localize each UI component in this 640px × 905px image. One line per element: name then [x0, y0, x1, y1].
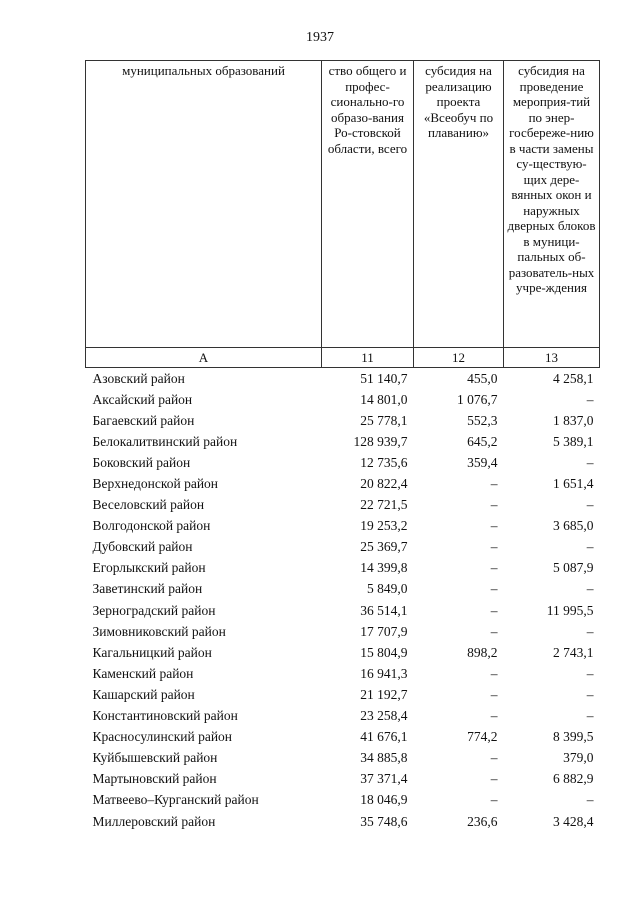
- page-number: 1937: [306, 30, 334, 45]
- district-name: Веселовский район: [92, 497, 205, 513]
- district-name: Волгодонской район: [92, 518, 211, 534]
- value-col-12: –: [490, 750, 498, 766]
- value-col-11: 17 707,9: [360, 623, 408, 639]
- district-name: Зимовниковский район: [92, 623, 226, 639]
- table-body: [86, 368, 600, 833]
- header-municipality: муниципальных образований: [86, 61, 322, 348]
- header-col-11: ство общего и профес-сионально-го образо-вания Ро-стовской области, всего: [322, 61, 414, 348]
- value-col-13: 8 399,5: [553, 729, 594, 745]
- table-row: [86, 473, 600, 494]
- value-col-11: 23 258,4: [360, 708, 408, 724]
- value-col-13: 3 428,4: [553, 813, 594, 829]
- value-col-13: –: [586, 623, 594, 639]
- value-col-13: –: [586, 454, 594, 470]
- index-11: 11: [322, 348, 414, 368]
- value-col-11: 25 369,7: [360, 539, 408, 555]
- value-col-11: 21 192,7: [360, 686, 408, 702]
- value-col-11: 19 253,2: [360, 518, 408, 534]
- value-col-11: 41 676,1: [360, 729, 408, 745]
- subsidy-table: [85, 60, 600, 832]
- table-row: [86, 558, 600, 579]
- column-index-row: [86, 348, 600, 368]
- table-header-row: [86, 61, 600, 348]
- value-col-13: –: [586, 497, 594, 513]
- value-col-13: 1 651,4: [553, 476, 594, 492]
- value-col-13: 379,0: [563, 750, 594, 766]
- value-col-11: 12 735,6: [360, 454, 408, 470]
- value-col-12: 455,0: [467, 370, 498, 386]
- district-name: Матвеево–Курганский район: [92, 792, 259, 808]
- value-col-12: –: [490, 771, 498, 787]
- value-col-13: 6 882,9: [553, 771, 594, 787]
- value-col-12: –: [490, 708, 498, 724]
- value-col-12: –: [490, 560, 498, 576]
- table-row: [86, 642, 600, 663]
- value-col-11: 18 046,9: [360, 792, 408, 808]
- value-col-13: –: [586, 539, 594, 555]
- value-col-13: –: [586, 708, 594, 724]
- district-name: Кагальницкий район: [92, 644, 212, 660]
- value-col-11: 5 849,0: [367, 581, 408, 597]
- district-name: Боковский район: [92, 454, 191, 470]
- district-name: Аксайский район: [92, 391, 193, 407]
- value-col-12: 552,3: [467, 412, 498, 428]
- district-name: Белокалитвинский район: [92, 433, 238, 449]
- table-row: [86, 706, 600, 727]
- table-row: [86, 579, 600, 600]
- value-col-13: 4 258,1: [553, 370, 594, 386]
- table-row: [86, 748, 600, 769]
- header-col-13: субсидия на проведение мероприя-тий по энер-госбереже-нию в части замены су-ществую-щих дере-вянных окон и наружных дверных блоков в муници-пальных об-разователь-ных учре-ждения: [504, 61, 600, 348]
- table-row: [86, 727, 600, 748]
- value-col-13: –: [586, 665, 594, 681]
- value-col-13: –: [586, 792, 594, 808]
- index-a: А: [86, 348, 322, 368]
- district-name: Каменский район: [92, 665, 194, 681]
- value-col-11: 51 140,7: [360, 370, 408, 386]
- value-col-11: 25 778,1: [360, 412, 408, 428]
- table-row: [86, 495, 600, 516]
- table-row: [86, 600, 600, 621]
- value-col-12: 898,2: [467, 644, 498, 660]
- value-col-11: 34 885,8: [360, 750, 408, 766]
- table-row: [86, 389, 600, 410]
- value-col-13: 3 685,0: [553, 518, 594, 534]
- value-col-11: 14 801,0: [360, 391, 408, 407]
- district-name: Кашарский район: [92, 686, 195, 702]
- table-row: [86, 516, 600, 537]
- table-row: [86, 663, 600, 684]
- value-col-11: 16 941,3: [360, 665, 408, 681]
- value-col-13: 5 389,1: [553, 433, 594, 449]
- header-col-12: субсидия на реализацию проекта «Всеобуч по плаванию»: [414, 61, 504, 348]
- value-col-12: –: [490, 602, 498, 618]
- value-col-12: 359,4: [467, 454, 498, 470]
- district-name: Егорлыкский район: [92, 560, 206, 576]
- value-col-12: –: [490, 581, 498, 597]
- district-name: Куйбышевский район: [92, 750, 218, 766]
- table-row: [86, 431, 600, 452]
- table-row: [86, 368, 600, 390]
- value-col-12: 774,2: [467, 729, 498, 745]
- value-col-12: –: [490, 497, 498, 513]
- table-row: [86, 790, 600, 811]
- district-name: Багаевский район: [92, 412, 195, 428]
- table-row: [86, 537, 600, 558]
- district-name: Мартыновский район: [92, 771, 217, 787]
- value-col-12: –: [490, 476, 498, 492]
- value-col-13: 5 087,9: [553, 560, 594, 576]
- value-col-12: 1 076,7: [457, 391, 498, 407]
- district-name: Азовский район: [92, 370, 185, 386]
- value-col-13: 11 995,5: [546, 602, 594, 618]
- district-name: Миллеровский район: [92, 813, 216, 829]
- district-name: Константиновский район: [92, 708, 238, 724]
- value-col-12: –: [490, 518, 498, 534]
- index-13: 13: [504, 348, 600, 368]
- table-row: [86, 684, 600, 705]
- value-col-11: 128 939,7: [353, 433, 408, 449]
- value-col-11: 37 371,4: [360, 771, 408, 787]
- table-row: [86, 811, 600, 832]
- value-col-13: –: [586, 581, 594, 597]
- value-col-12: –: [490, 623, 498, 639]
- value-col-11: 15 804,9: [360, 644, 408, 660]
- district-name: Заветинский район: [92, 581, 203, 597]
- table-row: [86, 452, 600, 473]
- index-12: 12: [414, 348, 504, 368]
- value-col-13: 2 743,1: [553, 644, 594, 660]
- value-col-12: 645,2: [467, 433, 498, 449]
- value-col-12: –: [490, 792, 498, 808]
- value-col-11: 20 822,4: [360, 476, 408, 492]
- value-col-12: –: [490, 665, 498, 681]
- value-col-12: 236,6: [467, 813, 498, 829]
- value-col-12: –: [490, 539, 498, 555]
- value-col-11: 14 399,8: [360, 560, 408, 576]
- value-col-11: 35 748,6: [360, 813, 408, 829]
- value-col-12: –: [490, 686, 498, 702]
- table-row: [86, 769, 600, 790]
- table-row: [86, 410, 600, 431]
- value-col-13: 1 837,0: [553, 412, 594, 428]
- district-name: Красносулинский район: [92, 729, 233, 745]
- table-row: [86, 621, 600, 642]
- value-col-11: 36 514,1: [360, 602, 408, 618]
- district-name: Верхнедонской район: [92, 476, 219, 492]
- district-name: Дубовский район: [92, 539, 193, 555]
- value-col-13: –: [586, 391, 594, 407]
- district-name: Зерноградский район: [92, 602, 216, 618]
- value-col-11: 22 721,5: [360, 497, 408, 513]
- value-col-13: –: [586, 686, 594, 702]
